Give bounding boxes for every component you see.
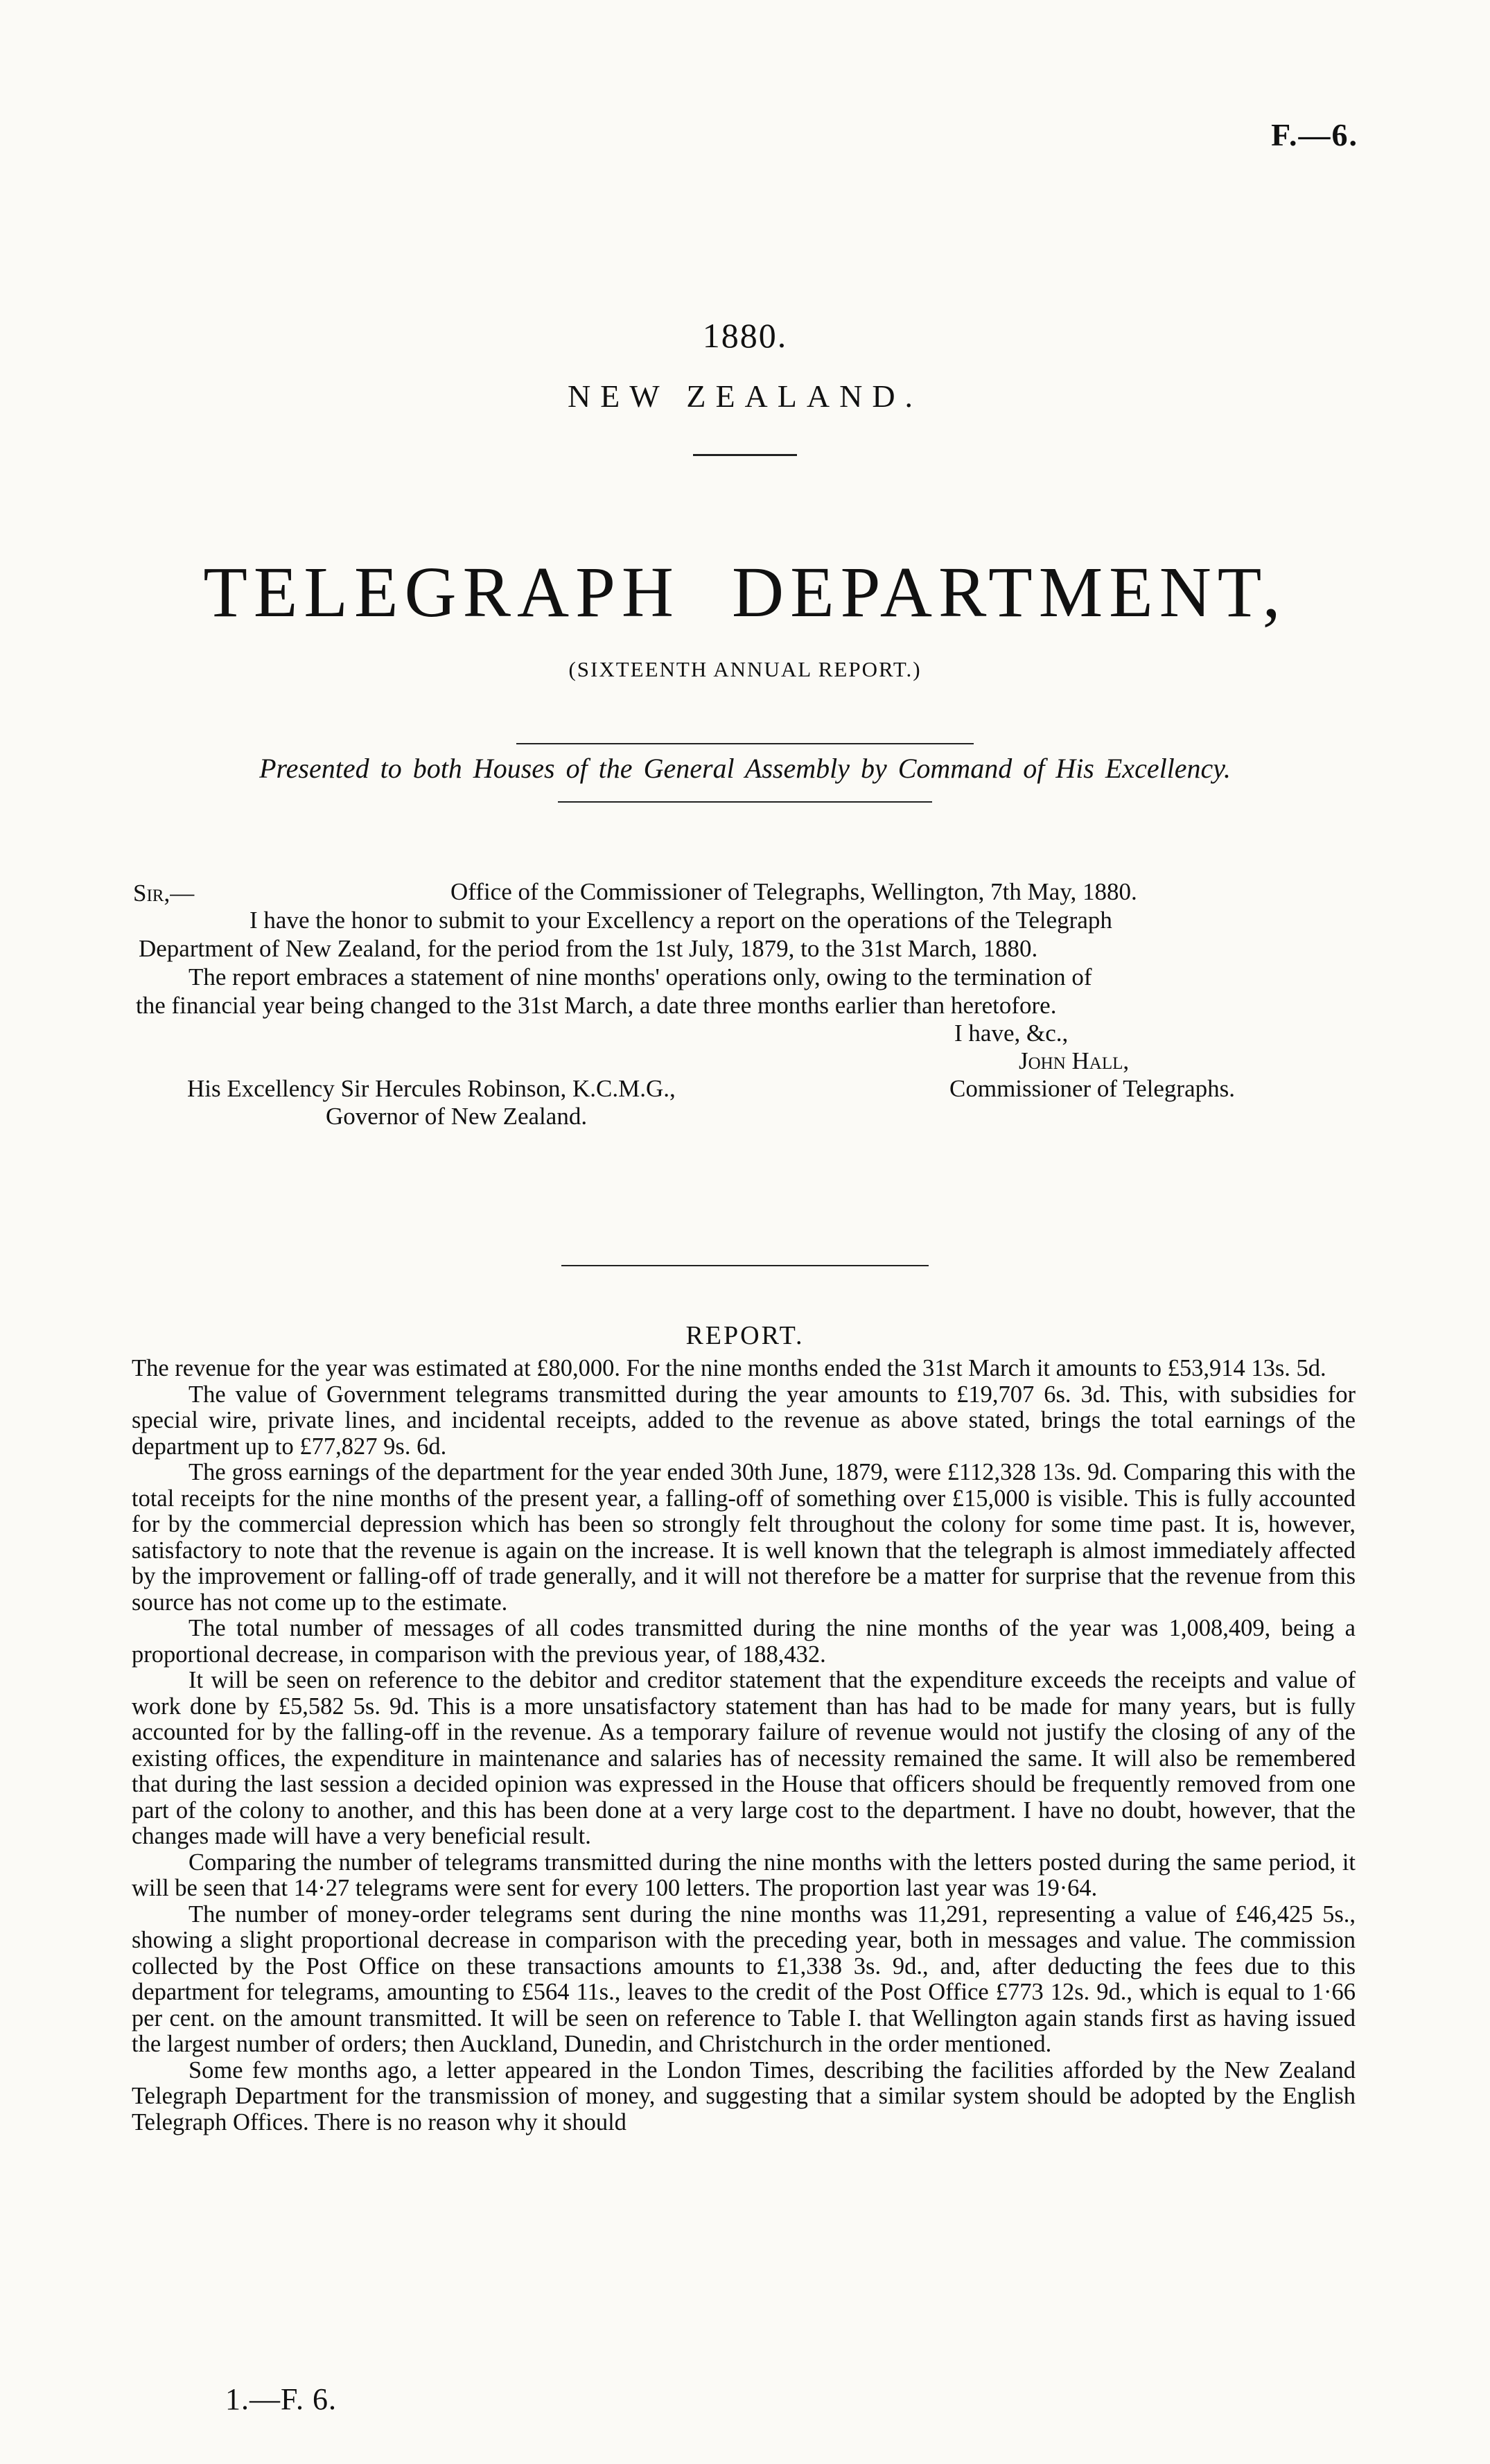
letter-line: Department of New Zealand, for the period from the 1st July, 1879, to the 31st March, 1880.: [139, 935, 1038, 962]
letter-rule: [561, 1265, 929, 1266]
report-heading: REPORT.: [685, 1321, 805, 1350]
letter-line: the financial year being changed to the 31st March, a date three months earlier than heretofore.: [136, 992, 1057, 1019]
presented-rule-bottom: [558, 801, 932, 803]
letter-closing: I have, &c.,: [954, 1020, 1069, 1047]
document-country: NEW ZEALAND.: [567, 378, 923, 414]
letter-addressee-title: Governor of New Zealand.: [326, 1103, 588, 1130]
report-paragraph: Some few months ago, a letter appeared in the London Times, describing the facilities afforded by the New Zealand Telegraph Department for the transmission of money, and suggesting that a similar system should be adopted by the English Telegraph Offices. There is no reason why it should: [132, 2056, 1356, 2135]
report-paragraph: The revenue for the year was estimated at £80,000. For the nine months ended the 31st March it amounts to £53,914 13s. 5d.: [132, 1355, 1326, 1381]
letter-signatory: John Hall,: [1019, 1047, 1130, 1074]
document-subtitle: (SIXTEENTH ANNUAL REPORT.): [568, 657, 922, 681]
letter-salutation: Sir,—: [133, 880, 195, 907]
document-year: 1880.: [702, 316, 788, 355]
page-reference: F.—6.: [1271, 117, 1358, 152]
document-title: TELEGRAPH DEPARTMENT,: [203, 552, 1287, 632]
report-paragraph: It will be seen on reference to the debitor and creditor statement that the expenditure exceeds the receipts and value of work done by £5,582 5s. 9d. This is a more unsatisfactory statement than has had to be made for many years, but is fully accounted for by the falling-off in the revenue. As a temporary failure of revenue would not justify the closing of any of the existing offices, the expenditure in maintenance and salaries has of necessity remained the same. It will also be remembered that during the last session a decided opinion was expressed in the House that officers should be frequently removed from one part of the colony to another, and this has been done at a very large cost to the department. I have no doubt, however, that the changes made will have a very beneficial result.: [132, 1667, 1356, 1849]
report-paragraph: Comparing the number of telegrams transmitted during the nine months with the letters posted during the same period, it will be seen that 14·27 telegrams were sent for every 100 letters. The proportion last year was 19·64.: [132, 1849, 1356, 1901]
report-paragraph: The total number of messages of all codes transmitted during the nine months of the year was 1,008,409, being a proportional decrease, in comparison with the previous year, of 188,432.: [132, 1615, 1356, 1668]
signature-mark: 1.—F. 6.: [225, 2382, 337, 2416]
presented-line: Presented to both Houses of the General Assembly by Command of His Excellency.: [259, 753, 1231, 784]
letter-signatory-title: Commissioner of Telegraphs.: [949, 1075, 1235, 1102]
report-body: [132, 1356, 1356, 2135]
presented-rule-top: [516, 743, 974, 744]
report-paragraph: The value of Government telegrams transmitted during the year amounts to £19,707 6s. 3d. This, with subsidies for special wire, private lines, and incidental receipts, added to the revenue as above stated, brings the total earnings of the department up to £77,827 9s. 6d.: [132, 1381, 1356, 1460]
report-paragraph: The number of money-order telegrams sent during the nine months was 11,291, representing a value of £46,425 5s., showing a slight proportional decrease in comparison with the preceding year, both in messages and value. The commission collected by the Post Office on these transactions amounts to £1,338 3s. 9d., and, after deducting the fees due to this department for telegrams, amounting to £564 11s., leaves to the credit of the Post Office £773 12s. 9d., which is equal to 1·66 per cent. on the amount transmitted. It will be seen on reference to Table I. that Wellington again stands first as having issued the largest number of orders; then Auckland, Dunedin, and Christchurch in the order mentioned.: [132, 1901, 1356, 2057]
letter-address: Office of the Commissioner of Telegraphs, Wellington, 7th May, 1880.: [450, 878, 1137, 905]
header-rule-short: [693, 454, 797, 456]
letter-line: I have the honor to submit to your Excellency a report on the operations of the Telegraph: [249, 907, 1112, 934]
report-paragraph: The gross earnings of the department for the year ended 30th June, 1879, were £112,328 13s. 9d. Comparing this with the total receipts for the nine months of the present year, a falling-off of something over £15,000 is visible. This is fully accounted for by the commercial depression which has been so strongly felt throughout the colony for some time past. It is, however, satisfactory to note that the revenue is again on the increase. It is well known that the telegraph is almost immediately affected by the improvement or falling-off of trade generally, and it will not therefore be a matter for surprise that the revenue from this source has not come up to the estimate.: [132, 1459, 1356, 1616]
letter-line: The report embraces a statement of nine months' operations only, owing to the termination of: [189, 963, 1092, 990]
letter-addressee: His Excellency Sir Hercules Robinson, K.C.M.G.,: [187, 1075, 676, 1102]
